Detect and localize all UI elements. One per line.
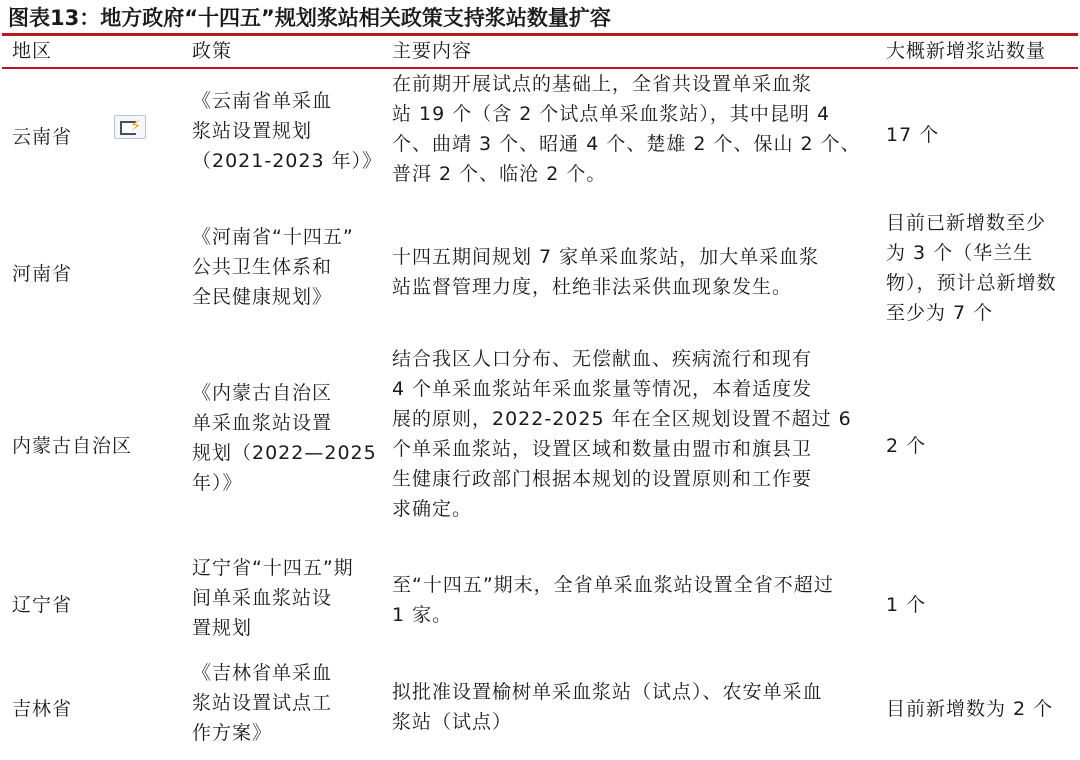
policy-line: 全民健康规划》 xyxy=(192,286,333,308)
content-line: 站 19 个（含 2 个试点单采血浆站），其中昆明 4 xyxy=(392,103,831,125)
policy-line: 规划（2022—2025 xyxy=(192,442,377,464)
count-line: 至少为 7 个 xyxy=(886,302,994,324)
row-policy xyxy=(192,553,372,643)
row-region: 吉林省 xyxy=(12,698,73,720)
figure-title: 图表13：地方政府“十四五”规划浆站相关政策支持浆站数量扩容 xyxy=(8,6,611,30)
bolt-document-icon[interactable] xyxy=(114,115,146,139)
content-line: 生健康行政部门根据本规划的设置原则和工作要 xyxy=(392,468,813,490)
row-count xyxy=(886,431,1066,461)
content-line: 拟批准设置榆树单采血浆站（试点）、农安单采血 xyxy=(392,681,823,703)
row-policy xyxy=(192,658,372,748)
policy-line: 间单采血浆站设 xyxy=(192,587,333,609)
row-policy xyxy=(192,378,377,498)
row-region: 内蒙古自治区 xyxy=(12,435,133,457)
policy-line: 置规划 xyxy=(192,617,253,639)
row-content xyxy=(392,69,862,189)
content-line: 4 个单采血浆站年采血浆量等情况，本着适度发 xyxy=(392,378,813,400)
row-content xyxy=(392,570,862,630)
policy-line: 《吉林省单采血 xyxy=(192,662,333,684)
content-line: 展的原则，2022-2025 年在全区规划设置不超过 6 xyxy=(392,408,852,430)
row-region: 辽宁省 xyxy=(12,594,73,616)
header-policy: 政策 xyxy=(192,40,233,62)
policy-line: 公共卫生体系和 xyxy=(192,256,333,278)
content-line: 十四五期间规划 7 家单采血浆站，加大单采血浆 xyxy=(392,246,820,268)
content-line: 浆站（试点） xyxy=(392,711,513,733)
content-line: 1 家。 xyxy=(392,604,453,626)
policy-line: 年）》 xyxy=(192,472,243,494)
header-content: 主要内容 xyxy=(392,40,473,62)
count-line: 为 3 个（华兰生 xyxy=(886,242,1034,264)
header-count: 大概新增浆站数量 xyxy=(886,40,1047,62)
policy-line: 浆站设置试点工 xyxy=(192,692,333,714)
row-count xyxy=(886,694,1066,724)
count-line: 物），预计总新增数 xyxy=(886,272,1057,294)
policy-line: 辽宁省“十四五”期 xyxy=(192,557,354,579)
row-region: 河南省 xyxy=(12,263,73,285)
count-line: 2 个 xyxy=(886,435,927,457)
row-count xyxy=(886,208,1066,328)
header-region: 地区 xyxy=(12,40,53,62)
lightning-bolt-glyph: ⚡ xyxy=(130,116,142,135)
row-count xyxy=(886,120,1066,150)
policy-line: 浆站设置规划 xyxy=(192,120,313,142)
content-line: 个单采血浆站，设置区域和数量由盟市和旗县卫 xyxy=(392,438,813,460)
policy-line: 单采血浆站设置 xyxy=(192,412,333,434)
row-policy xyxy=(192,222,372,312)
row-content xyxy=(392,242,862,302)
row-count xyxy=(886,590,1066,620)
content-line: 个、曲靖 3 个、昭通 4 个、楚雄 2 个、保山 2 个、 xyxy=(392,133,861,155)
content-line: 至“十四五”期末，全省单采血浆站设置全省不超过 xyxy=(392,574,834,596)
policy-line: 《河南省“十四五” xyxy=(192,226,354,248)
row-content xyxy=(392,344,862,524)
count-line: 目前新增数为 2 个 xyxy=(886,698,1054,720)
count-line: 17 个 xyxy=(886,124,940,146)
policy-line: 作方案》 xyxy=(192,722,273,744)
policy-line: 《内蒙古自治区 xyxy=(192,382,333,404)
content-line: 普洱 2 个、临沧 2 个。 xyxy=(392,163,607,185)
content-line: 站监督管理力度，杜绝非法采供血现象发生。 xyxy=(392,276,793,298)
content-line: 结合我区人口分布、无偿献血、疾病流行和现有 xyxy=(392,348,813,370)
count-line: 目前已新增数至少 xyxy=(886,212,1047,234)
count-line: 1 个 xyxy=(886,594,927,616)
content-line: 求确定。 xyxy=(392,498,473,520)
policy-line: 《云南省单采血 xyxy=(192,90,333,112)
row-region: 云南省 xyxy=(12,126,73,148)
row-content xyxy=(392,677,862,737)
row-policy xyxy=(192,86,383,176)
content-line: 在前期开展试点的基础上，全省共设置单采血浆 xyxy=(392,73,813,95)
policy-line: （2021-2023 年）》 xyxy=(192,150,383,172)
